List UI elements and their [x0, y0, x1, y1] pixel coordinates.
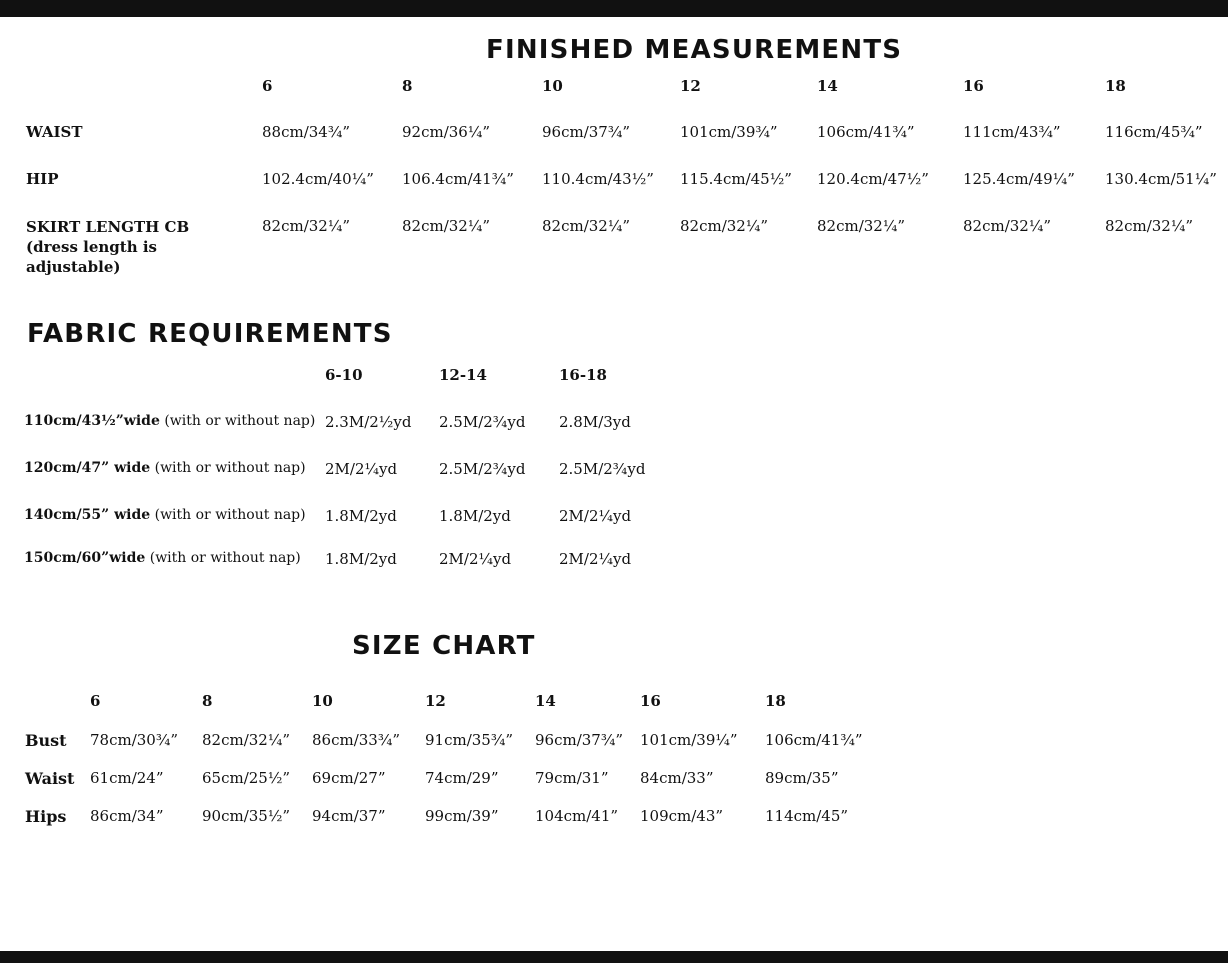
size-chart-cell: 69cm/27”	[312, 769, 386, 787]
fabric-cell: 2M/2¼yd	[439, 550, 512, 568]
size-chart-cell: 82cm/32¼”	[202, 731, 291, 749]
fabric-cell: 2.5M/2¾yd	[559, 460, 646, 478]
finished-size-header: 18	[1105, 77, 1126, 95]
size-chart-cell: 89cm/35”	[765, 769, 839, 787]
size-chart-cell: 106cm/41¾”	[765, 731, 863, 749]
finished-cell: 82cm/32¼”	[680, 217, 769, 235]
finished-cell: 92cm/36¼”	[402, 123, 491, 141]
size-chart-cell: 84cm/33”	[640, 769, 714, 787]
fabric-size-header: 6-10	[325, 366, 363, 384]
size-chart-cell: 74cm/29”	[425, 769, 499, 787]
finished-size-header: 8	[402, 77, 413, 95]
top-border-bar	[0, 0, 1228, 17]
fabric-nap-note: (with or without nap)	[164, 413, 316, 429]
finished-size-header: 12	[680, 77, 701, 95]
finished-cell: 82cm/32¼”	[402, 217, 491, 235]
finished-cell: 82cm/32¼”	[963, 217, 1052, 235]
finished-size-header: 10	[542, 77, 563, 95]
size-chart-header: 12	[425, 692, 446, 710]
size-chart-cell: 94cm/37”	[312, 807, 386, 825]
size-chart-cell: 114cm/45”	[765, 807, 849, 825]
finished-cell: 102.4cm/40¼”	[262, 170, 374, 188]
finished-cell: 106.4cm/41¾”	[402, 170, 514, 188]
finished-cell: 82cm/32¼”	[1105, 217, 1194, 235]
finished-cell: 111cm/43¾”	[963, 123, 1061, 141]
finished-cell: 88cm/34¾”	[262, 123, 351, 141]
size-chart-row-label: Bust	[25, 731, 67, 750]
finished-cell: 82cm/32¼”	[817, 217, 906, 235]
fabric-width: 110cm/43½”wide	[24, 413, 160, 429]
size-chart-cell: 65cm/25½”	[202, 769, 291, 787]
finished-cell: 106cm/41¾”	[817, 123, 915, 141]
fabric-width: 140cm/55” wide	[24, 507, 151, 523]
size-chart-row-label: Hips	[25, 807, 67, 826]
fabric-cell: 1.8M/2yd	[325, 550, 397, 568]
fabric-cell: 1.8M/2yd	[439, 507, 511, 525]
finished-row-label: SKIRT LENGTH CB (dress length is adjustable)	[26, 218, 190, 276]
finished-cell: 96cm/37¾”	[542, 123, 631, 141]
size-chart-header: 6	[90, 692, 101, 710]
fabric-row-label	[24, 507, 306, 523]
size-chart-cell: 78cm/30¾”	[90, 731, 179, 749]
size-chart-cell: 90cm/35½”	[202, 807, 291, 825]
fabric-row-label	[24, 413, 315, 429]
fabric-nap-note: (with or without nap)	[154, 507, 306, 523]
bottom-border-bar	[0, 951, 1228, 963]
finished-size-header: 16	[963, 77, 984, 95]
size-chart-title: SIZE CHART	[352, 631, 536, 661]
fabric-cell: 2M/2¼yd	[559, 507, 632, 525]
size-chart-cell: 104cm/41”	[535, 807, 619, 825]
size-chart-cell: 61cm/24”	[90, 769, 164, 787]
finished-row-label: WAIST	[26, 123, 83, 141]
fabric-row-label	[24, 460, 306, 476]
fabric-cell: 2M/2¼yd	[559, 550, 632, 568]
fabric-cell: 2.5M/2¾yd	[439, 413, 526, 431]
fabric-width: 120cm/47” wide	[24, 460, 151, 476]
fabric-nap-note: (with or without nap)	[154, 460, 306, 476]
finished-cell: 110.4cm/43½”	[542, 170, 654, 188]
size-chart-header: 16	[640, 692, 661, 710]
finished-cell: 116cm/45¾”	[1105, 123, 1203, 141]
finished-cell: 82cm/32¼”	[262, 217, 351, 235]
fabric-cell: 2.3M/2½yd	[325, 413, 412, 431]
size-chart-cell: 79cm/31”	[535, 769, 609, 787]
size-chart-header: 8	[202, 692, 213, 710]
fabric-cell: 2.8M/3yd	[559, 413, 631, 431]
fabric-width: 150cm/60”wide	[24, 550, 146, 566]
size-chart-row-label: Waist	[25, 769, 75, 788]
fabric-cell: 1.8M/2yd	[325, 507, 397, 525]
size-chart-header: 14	[535, 692, 556, 710]
fabric-cell: 2M/2¼yd	[325, 460, 398, 478]
size-chart-header: 10	[312, 692, 333, 710]
fabric-size-header: 16-18	[559, 366, 607, 384]
size-chart-cell: 86cm/33¾”	[312, 731, 401, 749]
fabric-size-header: 12-14	[439, 366, 487, 384]
size-chart-cell: 91cm/35¾”	[425, 731, 514, 749]
size-chart-cell: 99cm/39”	[425, 807, 499, 825]
size-chart-header: 18	[765, 692, 786, 710]
finished-size-header: 14	[817, 77, 838, 95]
fabric-nap-note: (with or without nap)	[149, 550, 301, 566]
fabric-requirements-title: FABRIC REQUIREMENTS	[27, 319, 393, 349]
finished-row-label: HIP	[26, 170, 59, 188]
size-chart-cell: 109cm/43”	[640, 807, 724, 825]
size-chart-cell: 96cm/37¾”	[535, 731, 624, 749]
finished-cell: 101cm/39¾”	[680, 123, 778, 141]
finished-cell: 130.4cm/51¼”	[1105, 170, 1217, 188]
fabric-row-label	[24, 550, 301, 566]
finished-measurements-title: FINISHED MEASUREMENTS	[486, 35, 903, 65]
finished-cell: 82cm/32¼”	[542, 217, 631, 235]
finished-size-header: 6	[262, 77, 273, 95]
finished-cell: 120.4cm/47½”	[817, 170, 929, 188]
finished-cell: 125.4cm/49¼”	[963, 170, 1075, 188]
size-chart-cell: 101cm/39¼”	[640, 731, 738, 749]
fabric-cell: 2.5M/2¾yd	[439, 460, 526, 478]
size-chart-cell: 86cm/34”	[90, 807, 164, 825]
finished-cell: 115.4cm/45½”	[680, 170, 792, 188]
